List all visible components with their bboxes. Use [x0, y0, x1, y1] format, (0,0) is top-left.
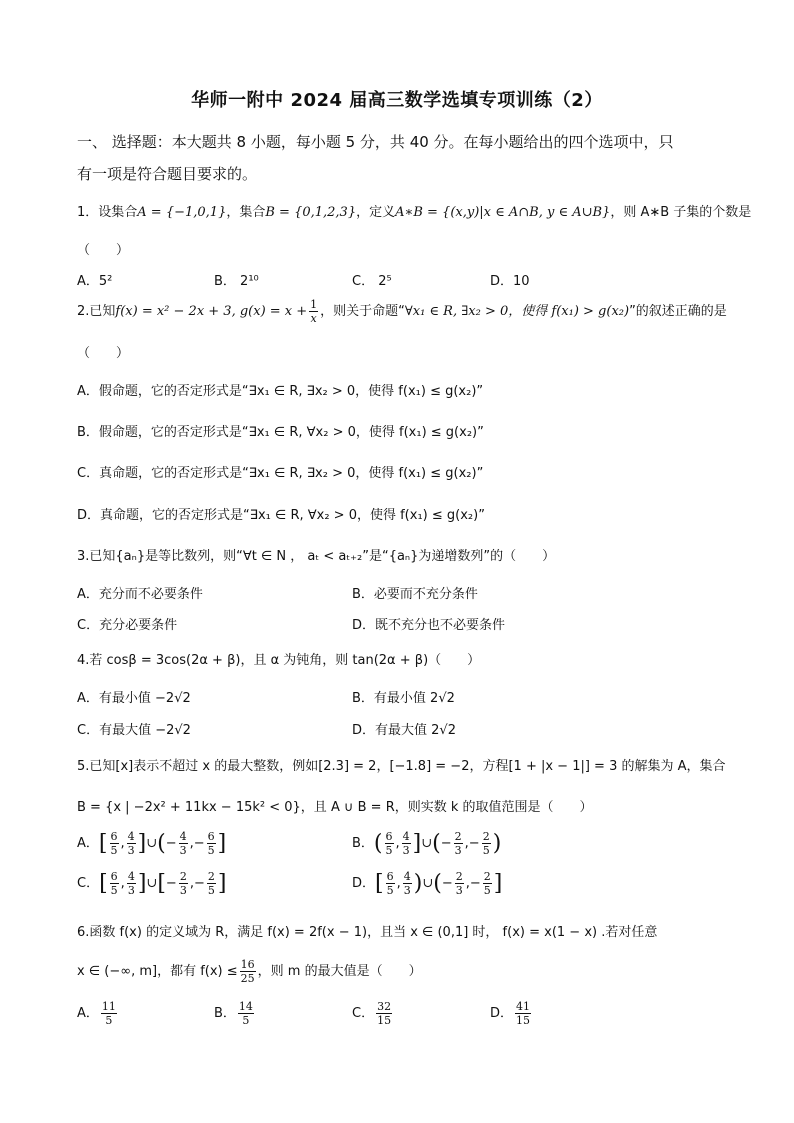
q5-option-c: C．[ $\frac{6}{5}$ , $\frac{4}{3}$ ]∪[− $\frac{2}{3}$ ,− $\frac{2}{5}$ ]	[77, 870, 227, 897]
question-3: 3.已知{aₙ}是等比数列，则“∀t ∈ N ， aₜ < aₜ₊₂”是“{aₙ}为递增数列”的（ ）	[77, 549, 556, 564]
q1-option-b: B． 2¹⁰	[214, 274, 259, 289]
section-heading-line1: 一、 选择题：本大题共 8 小题，每小题 5 分，共 40 分。在每小题给出的四个选项中，只	[77, 133, 674, 151]
q4-option-d: D．有最大值 2√2	[352, 723, 456, 738]
q1-prefix: 1．设集合	[77, 205, 138, 220]
q2-function: f(x) = x² − 2x + 3, g(x) = x +	[115, 304, 308, 319]
q1-set-a: A = {−1,0,1}	[137, 205, 227, 220]
q6-option-c: C． $\frac{32}{15}$	[352, 1000, 392, 1027]
q3-option-c: C．充分必要条件	[77, 618, 178, 633]
q1-option-c: C． 2⁵	[352, 274, 392, 289]
q3-option-b: B．必要而不充分条件	[352, 587, 478, 602]
q2-option-c: C．真命题，它的否定形式是“∃x₁ ∈ R, ∃x₂ > 0，使得 f(x₁) ≤ g(x₂)”	[77, 466, 484, 481]
q2-proposition: ∀x₁ ∈ R, ∃x₂ > 0，使得 f(x₁) > g(x₂)	[404, 304, 630, 319]
q2-prefix: 2.已知	[77, 304, 116, 319]
q1-mid1: ，集合	[226, 205, 266, 220]
q2-option-a: A．假命题，它的否定形式是“∃x₁ ∈ R, ∃x₂ > 0，使得 f(x₁) ≤ g(x₂)”	[77, 384, 484, 399]
question-4: 4.若 cosβ = 3cos(2α + β)，且 α 为钝角，则 tan(2α + β)（ ）	[77, 653, 481, 668]
q4-option-a: A．有最小值 −2√2	[77, 691, 191, 706]
q6-option-d: D． $\frac{41}{15}$	[490, 1000, 531, 1027]
q2-fraction: $\frac{1}{x}$	[310, 298, 318, 325]
q4-option-b: B．有最小值 2√2	[352, 691, 455, 706]
q1-option-d: D．10	[490, 274, 530, 289]
q5-option-d: D．[ $\frac{6}{5}$ , $\frac{4}{3}$ )∪(− $\frac{2}{3}$ ,− $\frac{2}{5}$ ]	[352, 870, 503, 897]
q2-answer-paren: （ ）	[77, 346, 130, 361]
q1-suffix: ，则 A∗B 子集的个数是	[610, 205, 752, 220]
section-heading-line2: 有一项是符合题目要求的。	[77, 165, 258, 183]
q2-option-b: B．假命题，它的否定形式是“∃x₁ ∈ R, ∀x₂ > 0，使得 f(x₁) ≤ g(x₂)”	[77, 425, 484, 440]
q1-option-a: A．5²	[77, 274, 113, 289]
q5-option-a: A．[ $\frac{6}{5}$ , $\frac{4}{3}$ ]∪(− $\frac{4}{3}$ ,− $\frac{6}{5}$ ]	[77, 830, 227, 857]
q3-option-d: D．既不充分也不必要条件	[352, 618, 506, 633]
q1-answer-paren: （ ）	[77, 243, 130, 258]
q1-definition: A∗B = {(x,y)|x ∈ A∩B, y ∈ A∪B}	[395, 205, 611, 220]
question-5-line2: B = {x | −2x² + 11kx − 15k² < 0}，且 A ∪ B = R，则实数 k 的取值范围是（ ）	[77, 800, 593, 815]
question-1	[77, 201, 752, 220]
q1-set-b: B = {0,1,2,3}	[265, 205, 357, 220]
q2-option-d: D．真命题，它的否定形式是“∃x₁ ∈ R, ∀x₂ > 0，使得 f(x₁) ≤ g(x₂)”	[77, 508, 485, 523]
q2-mid: ，则关于命题“	[320, 304, 405, 319]
q3-option-a: A．充分而不必要条件	[77, 587, 203, 602]
question-6-line2: x ∈ (−∞, m]，都有 f(x) ≤ $\frac{16}{25}$ ，则 m 的最大值是（ ）	[77, 958, 422, 985]
q6-option-b: B． $\frac{14}{5}$	[214, 1000, 253, 1027]
q1-mid2: ，定义	[356, 205, 396, 220]
q6-option-a: A． $\frac{11}{5}$	[77, 1000, 116, 1027]
question-2	[77, 298, 727, 325]
q4-option-c: C．有最大值 −2√2	[77, 723, 191, 738]
section-heading	[77, 126, 717, 190]
page-title: 华师一附中 2024 届高三数学选填专项训练（2）	[191, 90, 603, 111]
question-6-line1: 6.函数 f(x) 的定义域为 R，满足 f(x) = 2f(x − 1)，且当 x ∈ (0,1] 时， f(x) = x(1 − x) .若对任意	[77, 925, 658, 940]
q2-suffix: ”的叙述正确的是	[629, 304, 727, 319]
question-5-line1: 5.已知[x]表示不超过 x 的最大整数，例如[2.3] = 2，[−1.8] = −2，方程[1 + |x − 1|] = 3 的解集为 A，集合	[77, 759, 726, 774]
q5-option-b: B．( $\frac{6}{5}$ , $\frac{4}{3}$ ]∪(− $\frac{2}{3}$ ,− $\frac{2}{5}$ )	[352, 830, 502, 857]
